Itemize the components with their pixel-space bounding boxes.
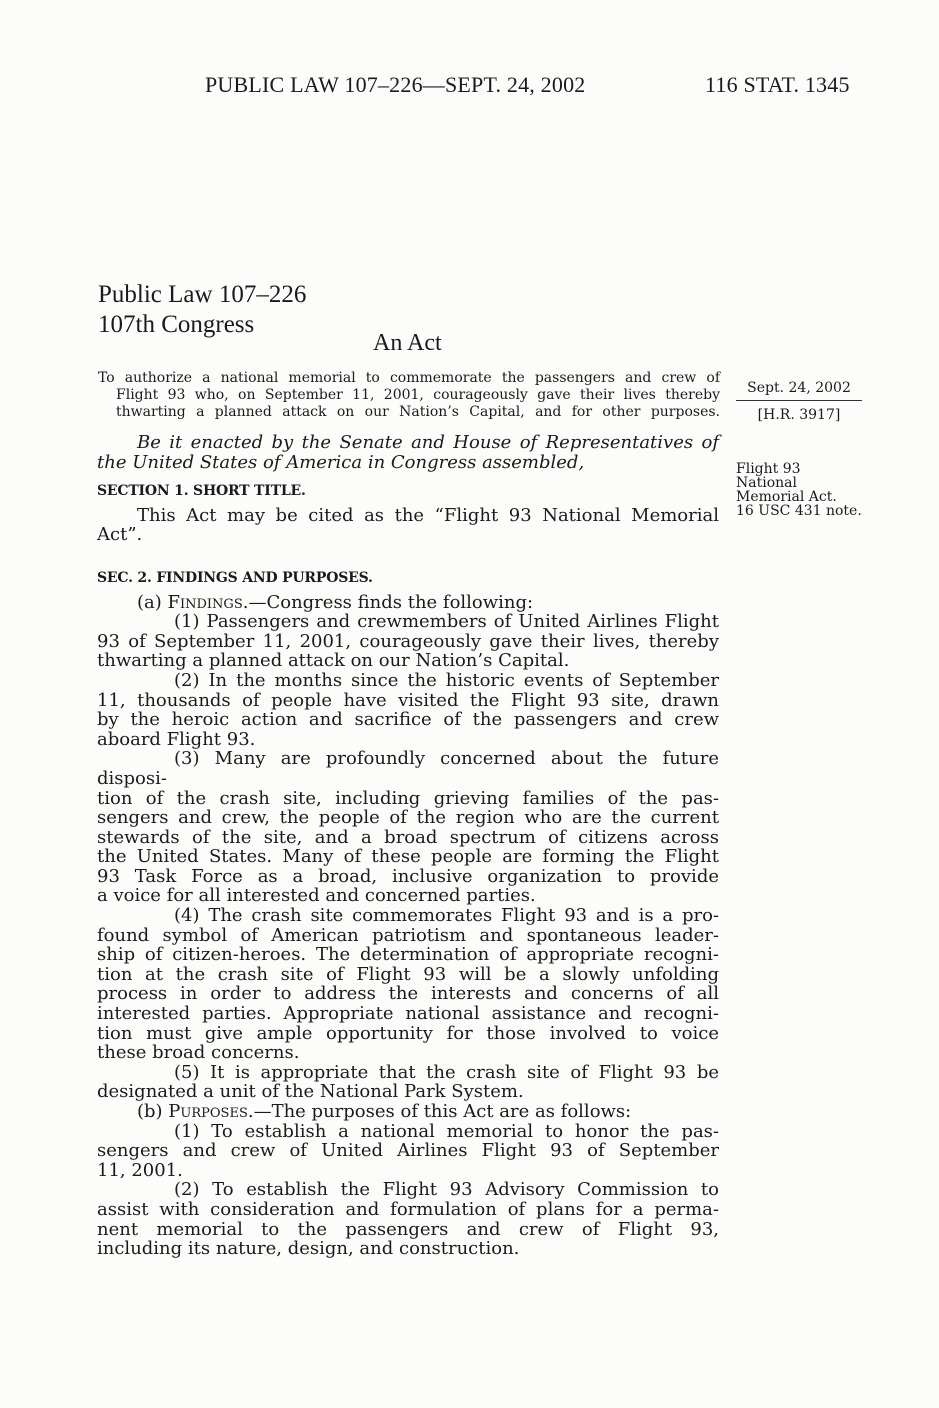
finding-1: (1) Passengers and crewmembers of United Airlines Flight bbox=[174, 611, 719, 633]
finding-4: process in order to address the interests and concerns of all bbox=[97, 983, 719, 1005]
enacting-clause-line: the United States of America in Congress assembled, bbox=[97, 451, 585, 473]
purpose-1: sengers and crew of United Airlines Flight 93 of September bbox=[97, 1140, 719, 1162]
finding-2: (2) In the months since the historic events of September bbox=[174, 669, 719, 691]
purpose-line: thwarting a planned attack on our Nation’s Capital, and for other purposes. bbox=[116, 404, 720, 420]
margin-note-line: Flight 93 bbox=[736, 461, 801, 477]
purpose-2: assist with consideration and formulation of plans for a perma- bbox=[97, 1198, 719, 1220]
section-2-heading: SEC. 2. FINDINGS AND PURPOSES. bbox=[97, 569, 373, 586]
finding-3: the United States. Many of these people are forming the Flight bbox=[97, 846, 719, 868]
purpose-2: nent memorial to the passengers and crew of Flight 93, bbox=[97, 1218, 719, 1240]
finding-4: tion must give ample opportunity for those involved to voice bbox=[97, 1022, 719, 1044]
finding-3: stewards of the site, and a broad spectrum of citizens across bbox=[97, 826, 719, 848]
statute-page: 116 STAT. 1345 bbox=[705, 72, 850, 97]
margin-date-box bbox=[736, 380, 862, 423]
header-title: PUBLIC LAW 107–226—SEPT. 24, 2002 bbox=[205, 72, 586, 97]
congress-number: 107th Congress bbox=[98, 311, 255, 338]
purposes-label: Purposes bbox=[168, 1101, 248, 1122]
law-identification bbox=[98, 280, 306, 340]
section-1-heading: SECTION 1. SHORT TITLE. bbox=[97, 483, 306, 500]
enacting-clause-line: Be it enacted by the Senate and House of Representatives of bbox=[137, 432, 719, 453]
purpose-1: 11, 2001. bbox=[97, 1159, 183, 1181]
findings-subsection-heading bbox=[97, 593, 719, 613]
law-number: Public Law 107–226 bbox=[98, 281, 307, 308]
purpose-line: Flight 93 who, on September 11, 2001, courageously gave their lives thereby bbox=[116, 387, 720, 403]
finding-3: a voice for all interested and concerned parties. bbox=[97, 885, 536, 907]
finding-2: 11, thousands of people have visited the Flight 93 site, drawn bbox=[97, 689, 719, 711]
finding-1: 93 of September 11, 2001, courageously gave their lives, thereby bbox=[97, 630, 719, 652]
purpose-1: (1) To establish a national memorial to honor the pas- bbox=[174, 1120, 719, 1142]
margin-date: Sept. 24, 2002 bbox=[736, 380, 862, 401]
finding-4: found symbol of American patriotism and spontaneous leader- bbox=[97, 924, 719, 946]
finding-4: these broad concerns. bbox=[97, 1042, 300, 1064]
findings-lead: (a) bbox=[137, 591, 168, 613]
finding-4: (4) The crash site commemorates Flight 93 and is a pro- bbox=[174, 905, 719, 927]
purposes-subsection-heading bbox=[97, 1102, 719, 1122]
purpose-2: (2) To establish the Flight 93 Advisory Commission to bbox=[174, 1179, 719, 1201]
finding-5: designated a unit of the National Park System. bbox=[97, 1081, 524, 1103]
purpose-2: including its nature, design, and construction. bbox=[97, 1238, 520, 1260]
finding-4: tion at the crash site of Flight 93 will be a slowly unfolding bbox=[97, 963, 719, 985]
purposes-intro: .—The purposes of this Act are as follows: bbox=[247, 1101, 632, 1122]
act-body bbox=[97, 433, 719, 1259]
margin-bill-number: [H.R. 3917] bbox=[757, 407, 841, 423]
margin-note-line: National bbox=[736, 475, 797, 491]
section-1-text: This Act may be cited as the “Flight 93 National Memorial bbox=[137, 504, 719, 526]
finding-3: tion of the crash site, including grieving families of the pas- bbox=[97, 787, 719, 809]
act-label: An Act bbox=[373, 330, 442, 356]
finding-5: (5) It is appropriate that the crash site of Flight 93 be bbox=[174, 1061, 719, 1083]
margin-note-line: 16 USC 431 note. bbox=[736, 503, 862, 519]
finding-3: (3) Many are profoundly concerned about the future disposi- bbox=[97, 748, 719, 789]
margin-note-line: Memorial Act. bbox=[736, 489, 837, 505]
purposes-lead: (b) bbox=[137, 1101, 169, 1122]
finding-2: aboard Flight 93. bbox=[97, 728, 256, 750]
findings-label: Findings bbox=[167, 591, 243, 613]
finding-1: thwarting a planned attack on our Nation’s Capital. bbox=[97, 650, 570, 672]
margin-note bbox=[736, 462, 862, 518]
act-purpose bbox=[98, 370, 720, 421]
purpose-line: To authorize a national memorial to commemorate the passengers and crew of bbox=[98, 370, 720, 386]
findings-intro: .—Congress finds the following: bbox=[242, 591, 534, 613]
finding-4: interested parties. Appropriate national assistance and recogni- bbox=[97, 1003, 719, 1025]
section-1-text: Act”. bbox=[97, 524, 143, 546]
finding-3: sengers and crew, the people of the region who are the current bbox=[97, 807, 719, 829]
finding-4: ship of citizen-heroes. The determination of appropriate recogni- bbox=[97, 944, 719, 966]
finding-2: by the heroic action and sacrifice of the passengers and crew bbox=[97, 709, 719, 731]
finding-3: 93 Task Force as a broad, inclusive organization to provide bbox=[97, 865, 719, 887]
